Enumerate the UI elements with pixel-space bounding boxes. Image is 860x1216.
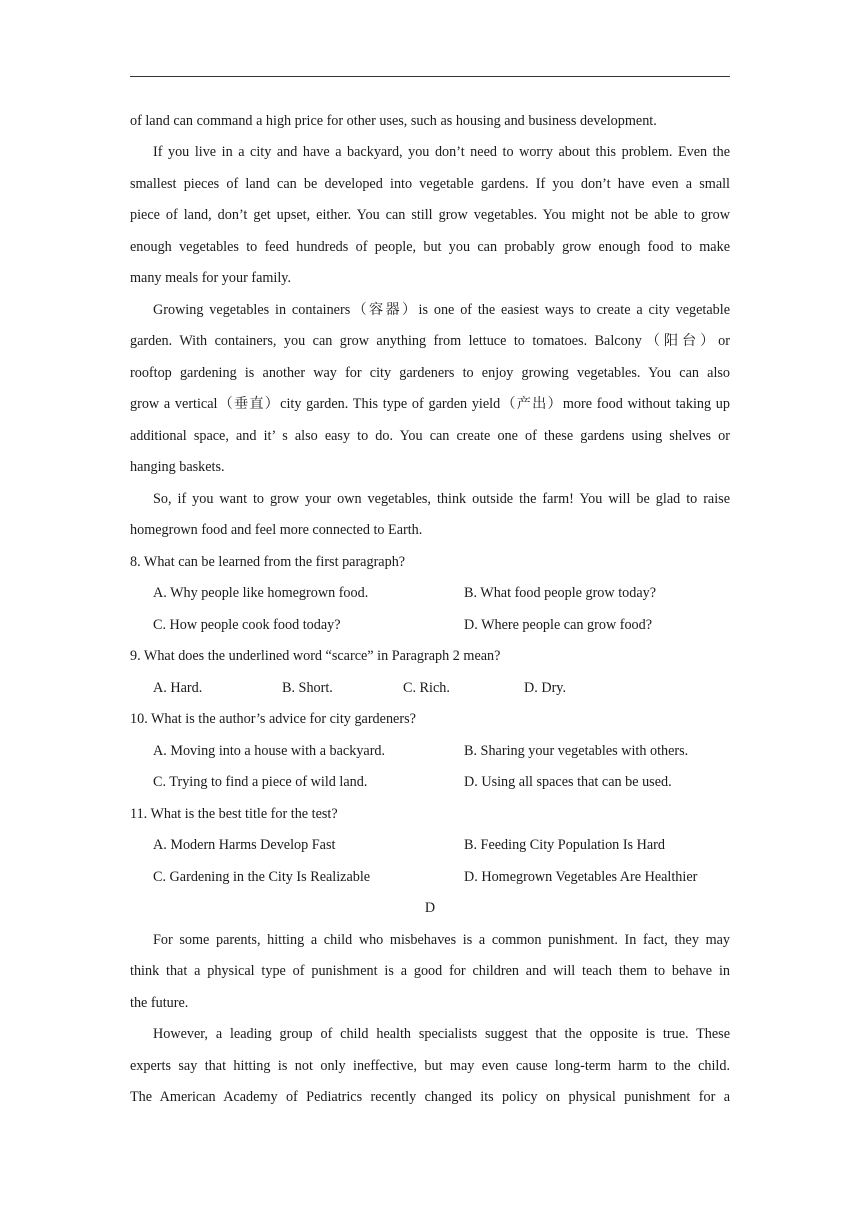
text-line: grow a vertical（垂直）city garden. This type of garden yield（产出）more food without taking up [130, 396, 730, 412]
text-line: experts say that hitting is not only ineffective, but may even cause long-term harm to the child. [130, 1058, 730, 1074]
text-line: enough vegetables to feed hundreds of people, but you can probably grow enough food to make [130, 239, 730, 255]
answer-option: C. How people cook food today? [153, 617, 341, 633]
question-stem: 9. What does the underlined word “scarce” in Paragraph 2 mean? [130, 648, 501, 664]
section-heading: D [424, 900, 436, 916]
answer-option: C. Trying to find a piece of wild land. [153, 774, 368, 790]
answer-option: A. Modern Harms Develop Fast [153, 837, 336, 853]
answer-option: D. Using all spaces that can be used. [464, 774, 672, 790]
answer-option: D. Where people can grow food? [464, 617, 653, 633]
answer-option: A. Moving into a house with a backyard. [153, 743, 386, 759]
answer-option: D. Homegrown Vegetables Are Healthier [464, 869, 698, 885]
text-line: So, if you want to grow your own vegetables, think outside the farm! You will be glad to raise [153, 491, 730, 507]
header-rule [130, 76, 730, 77]
question-stem: 8. What can be learned from the first paragraph? [130, 554, 406, 570]
text-line: Growing vegetables in containers（容器）is one of the easiest ways to create a city vegetable [153, 302, 730, 318]
answer-option: A. Why people like homegrown food. [153, 585, 369, 601]
text-line: However, a leading group of child health specialists suggest that the opposite is true. These [153, 1026, 730, 1042]
text-line: rooftop gardening is another way for city gardeners to enjoy growing vegetables. You can also [130, 365, 730, 381]
answer-option: B. Feeding City Population Is Hard [464, 837, 665, 853]
text-line: hanging baskets. [130, 459, 225, 475]
text-line: think that a physical type of punishment is a good for children and will teach them to behave in [130, 963, 730, 979]
text-line: many meals for your family. [130, 270, 292, 286]
answer-option: D. Dry. [524, 680, 567, 696]
text-line: The American Academy of Pediatrics recently changed its policy on physical punishment for a [130, 1089, 730, 1105]
answer-option: C. Gardening in the City Is Realizable [153, 869, 371, 885]
text-line: For some parents, hitting a child who misbehaves is a common punishment. In fact, they may [153, 932, 730, 948]
text-line: If you live in a city and have a backyard, you don’t need to worry about this problem. Even the [153, 144, 730, 160]
text-line: homegrown food and feel more connected to Earth. [130, 522, 423, 538]
text-line: piece of land, don’t get upset, either. You can still grow vegetables. You might not be able to grow [130, 207, 730, 223]
question-stem: 11. What is the best title for the test? [130, 806, 338, 822]
text-line: garden. With containers, you can grow anything from lettuce to tomatoes. Balcony（阳台）or [130, 333, 730, 349]
text-line: smallest pieces of land can be developed into vegetable gardens. If you don’t have even a small [130, 176, 730, 192]
text-line: additional space, and it’ s also easy to do. You can create one of these gardens using shelves or [130, 428, 730, 444]
answer-option: B. What food people grow today? [464, 585, 657, 601]
answer-option: A. Hard. [153, 680, 203, 696]
text-line: the future. [130, 995, 189, 1011]
text-line: of land can command a high price for other uses, such as housing and business development. [130, 113, 657, 129]
answer-option: C. Rich. [403, 680, 450, 696]
question-stem: 10. What is the author’s advice for city gardeners? [130, 711, 416, 727]
answer-option: B. Sharing your vegetables with others. [464, 743, 689, 759]
answer-option: B. Short. [282, 680, 333, 696]
